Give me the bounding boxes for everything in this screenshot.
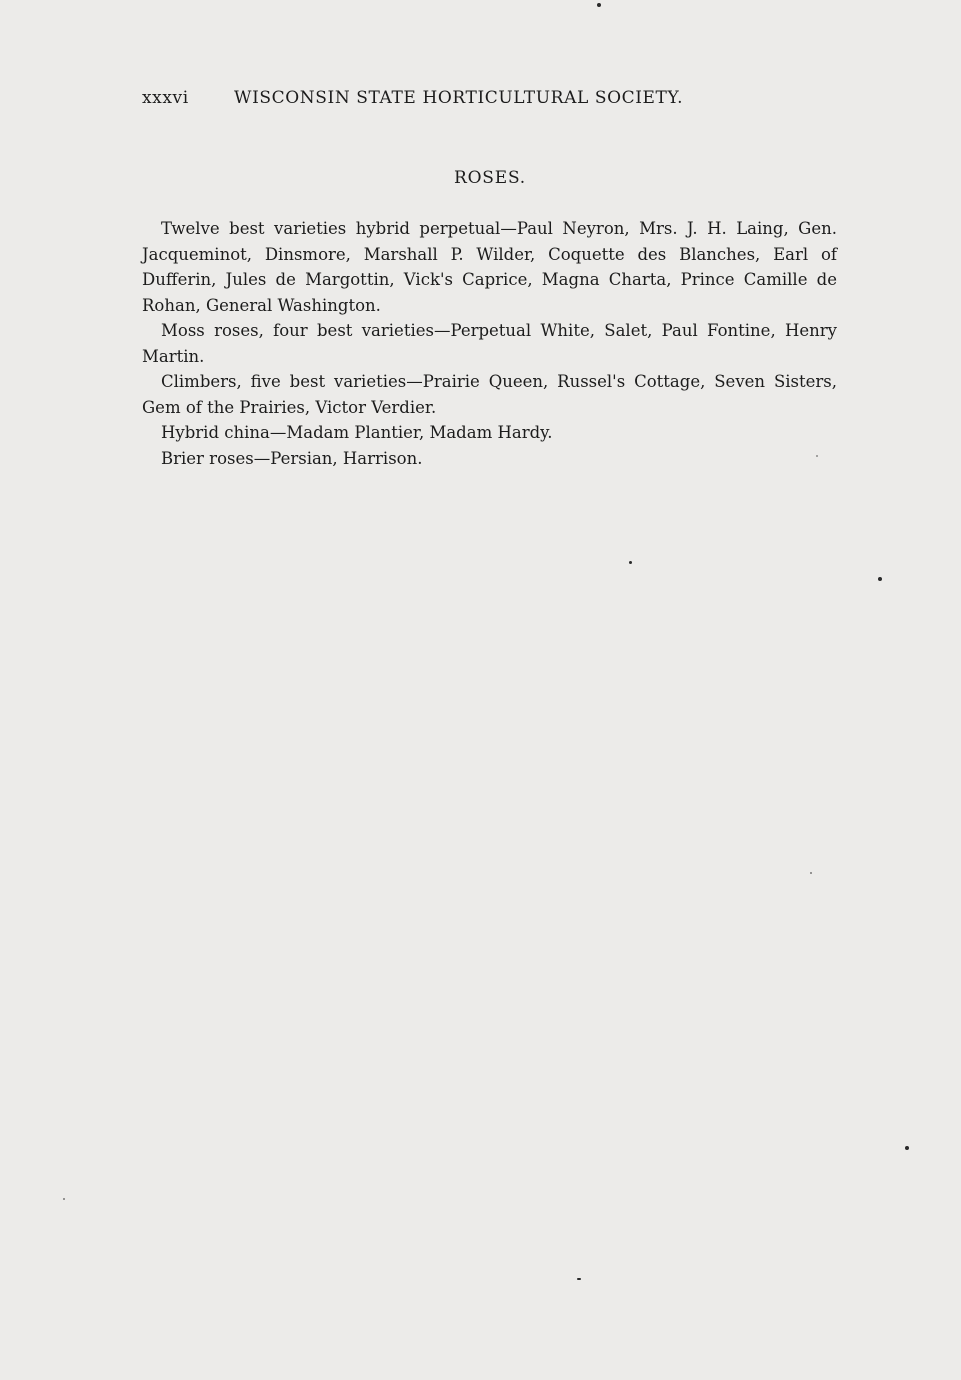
scan-speck xyxy=(816,455,818,457)
paragraph-hybrid-china: Hybrid china—Madam Plantier, Madam Hardy. xyxy=(161,423,553,442)
scan-speck xyxy=(597,3,601,7)
running-title: WISCONSIN STATE HORTICULTURAL SOCIETY. xyxy=(234,88,684,108)
body-text xyxy=(142,216,837,471)
running-header xyxy=(142,88,762,108)
paragraph-hybrid-perpetual: Twelve best varieties hybrid perpetual—Paul Neyron, Mrs. J. H. Laing, Gen. Jacqueminot, Dinsmore, Marshall P. Wilder, Coquette des Blanches, Earl of Dufferin, Jules de Margottin, Vick's Caprice, Magna Charta, Prince Camille de Rohan, General Washington. xyxy=(142,219,837,315)
scan-speck xyxy=(577,1278,581,1280)
paragraph-moss-roses: Moss roses, four best varieties—Perpetual White, Salet, Paul Fontine, Henry Martin. xyxy=(142,321,837,366)
scan-speck xyxy=(63,1198,65,1200)
page-number: xxxvi xyxy=(142,88,189,108)
scan-speck xyxy=(905,1146,909,1150)
paragraph-climbers: Climbers, five best varieties—Prairie Queen, Russel's Cottage, Seven Sisters, Gem of the Prairies, Victor Verdier. xyxy=(142,372,837,417)
paragraph-brier-roses: Brier roses—Persian, Harrison. xyxy=(161,448,423,468)
scan-speck xyxy=(878,577,882,581)
scan-speck xyxy=(810,872,812,874)
scan-speck xyxy=(629,561,632,564)
section-title: ROSES. xyxy=(453,168,527,188)
